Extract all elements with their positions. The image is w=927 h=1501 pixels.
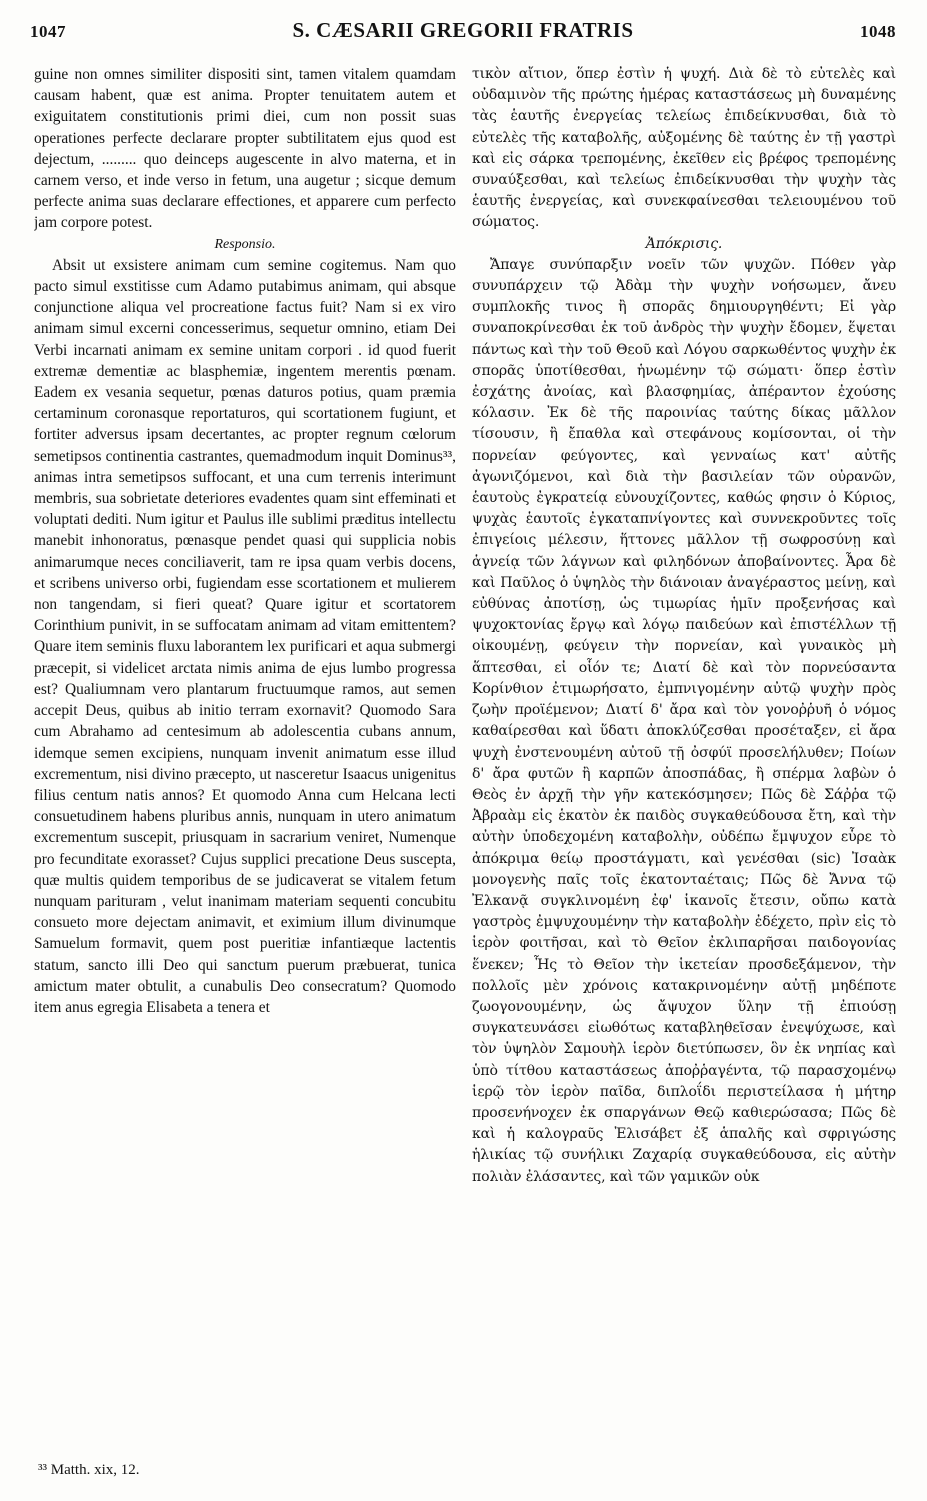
page-number-left: 1047	[30, 22, 66, 41]
greek-heading-apokrisis: Ἀπόκρισις.	[645, 235, 723, 252]
latin-paragraph-1: guine non omnes similiter dispositi sint, tamen vitalem quamdam causam habent, quæ est anima. Propter tenuitatem autem et exiguitatem constitutionis primi diei, cum non possit suas operationes perfecte declarare propter subtilitatem ejus quod est dejectum, ......... quo deinceps augescente in alvo materna, et in carnem verso, et inde verso in fetum, una augetur ; sicque demum perfecte anima suas declarare effectiones, et apparere cum perfecto jam corpore potest.	[34, 66, 456, 232]
greek-column	[472, 64, 896, 1444]
latin-paragraph-2: Absit ut exsistere animam cum semine cogitemus. Nam quo pacto simul exstitisse cum Adamo putabimus animam, qui absque conjunctione aliqua vel procreatione factus fuit? Nam si ex viro animam simul excerni concesserimus, sequetur omnino, etiam Dei Verbi incarnati animam ex semine unitam corpori . id quod fuerit extremæ dementiæ ac blasphemiæ, ingentem merentis pœnam. Eadem ex vesania sequetur, pœnas daturos potius, quam præmia certaminum coronasque reportaturos, qui scortationem fugiunt, et fortiter adversus ipsam decertantes, ac propter regnum cœlorum semetipsos continentia castrantes, quemadmodum inquit Dominus³³, animas intra semetipsos suffocant, et una cum terrenis interimunt membris, sua sobrietate deteriores evadentes quam sint effeminati et voluptati dediti. Num igitur et Paulus ille sublimi præditus intellectu manebit inhonoratus, pœnasque pendet quasi qui supplicia nobis animarumque neces conciliaverit, tam re ipsa quam verbis docens, et scribens universo orbi, fugiendam esse scortationem et mulierem non tangendam, si fieri queat? Quare igitur et scortatorem Corinthium punivit, in se suffocatam animam ad vitam emittentem? Quare item seminis fluxu laborantem lex purificari et aqua submergi præcepit, si videlicet arctata nimis anima de ejus lumbo progressa est? Qualiumnam vero plantarum fructuumque ramos, aut semen accepit Deus, quibus ab initio terram exornavit? Quomodo Sara cum Abrahamo ad centesimum ab adolescentia cubans annum, idemque semen excipiens, nunquam invenit animatum esse illud excrementum, nisi divino præcepto, ut nasceretur Isaacus unigenitus filius centum natis annos? Et quomodo Anna cum Helcana lecti consuetudinem habens pluribus annis, nunquam in utero animatum excrementum suscepit, priusquam in sacrarium veniret, Numenque pro fecunditate exorasset? Cujus supplici precatione Deus suscepta, quæ multis quidem temporibus de se judicaverat se vitalem fetum nunquam parituram , velut inanimam materiam sequenti concubitu consueto more dejectam animavit, et eximium illum divinumque Samuelum formavit, quem post pueritiæ infantiæque lactentis statum, sancto illi Deo qui sanctum puerum præbuerat, tunica amictum mater obtulit, a cunabulis Deo consecratum? Quomodo item anus egregia Elisabeta a tenera et	[34, 256, 456, 1016]
greek-paragraph-2: Ἄπαγε συνύπαρξιν νοεῖν τῶν ψυχῶν. Πόθεν γὰρ συνυπάρχειν τῷ Ἀδὰμ τὴν ψυχὴν νοήσωμεν, ἄνευ συμπλοκῆς τινος ἢ σπορᾶς δημιουργηθέντι; Εἰ γὰρ συναποκρίνεσθαι ἐκ τοῦ ἀνδρὸς τὴν ψυχὴν ἔδομεν, ἕψεται πάντως καὶ τὴν τοῦ Θεοῦ καὶ Λόγου σαρκωθέντος ψυχὴν ἐκ σπορᾶς ὑποτίθεσθαι, ἡνωμένην τῷ σώματι· ὅπερ ἐστὶν ἐσχάτης ἀνοίας, καὶ βλασφημίας, ἀπέραντον ἐχούσης κόλασιν. Ἐκ δὲ τῆς παροινίας ταύτης δίκας μᾶλλον τίσουσιν, ἢ ἔπαθλα καὶ στεφάνους κομίσονται, οἱ τὴν πορνείαν φεύγοντες, καὶ γενναίως κατ' αὐτῆς ἀγωνιζόμενοι, καὶ διὰ τὴν βασιλείαν τῶν οὐρανῶν, ἑαυτοὺς ἐγκρατείᾳ εὐνουχίζοντες, καθώς φησιν ὁ Κύριος, ψυχὰς ἑαυτοῖς ἐγκαταπνίγοντες καὶ συννεκροῦντες τοῖς ἐπιγείοις μέλεσιν, ἥττονες μᾶλλον τῇ σωφροσύνῃ καὶ ἁγνείᾳ τῶν λάγνων καὶ φιληδόνων ἀποβαίνοντες. Ἆρα δὲ καὶ Παῦλος ὁ ὑψηλὸς τὴν διάνοιαν ἀναγέραστος μείνῃ, καὶ εὐθύνας ἀποτίσῃ, ὡς τιμωρίας ἡμῖν προξενήσας καὶ ψυχοκτονίας ἔργῳ καὶ λόγῳ παιδεύων καὶ ἐπιστέλλων τῇ οἰκουμένῃ, φεύγειν τὴν πορνείαν, καὶ γυναικὸς μὴ ἅπτεσθαι, εἰ οἷόν τε; Διατί δὲ καὶ τὸν πορνεύσαντα Κορίνθιον ἐτιμωρήσατο, ἐμπνιγομένην αὐτῷ ψυχὴν πρὸς ζωὴν προϊέμενον; Διατί δ' ἄρα καὶ τὸν γονοῤῥυῆ ὁ νόμος καθαίρεσθαι καὶ ὕδατι ἀποκλύζεσθαι προσέταξεν, εἰ ἄρα ψυχὴ ἐνστενουμένη αὐτοῦ τῇ ὀσφύϊ προσελήλυθεν; Ποίων δ' ἄρα φυτῶν ἢ καρπῶν ἀποσπάδας, ἢ σπέρμα λαβὼν ὁ Θεὸς ἐν ἀρχῇ τὴν γῆν κατεκόσμησεν; Πῶς δὲ Σάῤῥα τῷ Ἀβραὰμ εἰς ἑκατὸν ἐκ παιδὸς συγκαθεύδουσα ἔτη, καὶ τὴν αὐτὴν ὑποδεχομένη καταβολὴν, οὐδέπω ἔμψυχον εὗρε τὸ ἀπόκριμα θείῳ προστάγματι, καὶ γενέσθαι (sic) Ἰσαὰκ μονογενὴς παῖς τοῖς ἑκατονταέταις; Πῶς δὲ Ἄννα τῷ Ἐλκανᾷ συγκλινομένη ἐφ' ἱκανοῖς ἔτεσιν, οὔπω κατὰ γαστρὸς ἐμψυχουμένην τὴν καταβολὴν ἐδέχετο, πρὶν εἰς τὸ ἱερὸν φοιτῆσαι, καὶ τὸ Θεῖον ἐκλιπαρῆσαι παιδογονίας ἕνεκεν; Ἧς τὸ Θεῖον τὴν ἱκετείαν προσδεξάμενον, τὴν πολλοῖς μὲν χρόνοις κατακρινομένην αὐτῇ μηδέποτε ζωογονουμένην, ὡς ἄψυχον ὕλην τῇ ἐπιούσῃ συγκατευνάσει εἰωθότως καταβληθεῖσαν ἐνεψύχωσε, καὶ τὸν ὑψηλὸν Σαμουὴλ ἱερὸν διετύπωσεν, ὃν ἐκ νηπίας καὶ ὑπὸ τίτθου καταστάσεως ἀποῤῥαγέντα, τῷ παρασχομένῳ ἱερῷ τὸν ἱερὸν παῖδα, διπλοΐδι περιστείλασα ἡ μήτηρ προσενήνοχεν ἐκ σπαργάνων Θεῷ καθιερώσασα; Πῶς δὲ καὶ ἡ καλογραῦς Ἐλισάβετ ἐξ ἁπαλῆς καὶ σφριγώσης ἡλικίας τῷ συνήλικι Ζαχαρίᾳ συγκαθεύδουσα, εἰς αὐτὴν πολιὰν ἐλάσαντες, καὶ τῶν γαμικῶν οὐκ	[472, 256, 896, 1185]
page-number-right: 1048	[860, 22, 896, 41]
footnote: ³³ Matth. xix, 12.	[38, 1462, 140, 1478]
greek-paragraph-1: τικὸν αἴτιον, ὅπερ ἐστὶν ἡ ψυχή. Διὰ δὲ τὸ εὐτελὲς καὶ οὐδαμινὸν τῆς πρώτης ἡμέρας καταστάσεως μὴ δυναμένης τὰς ἑαυτῆς ἐνεργείας τελείως ἐπιδείκνυσθαι, διὰ τὸ εὐτελὲς τῆς καταβολῆς, αὐξομένης δὲ ταύτης ἐν τῇ γαστρὶ καὶ εἰς σάρκα τρεπομένης, ἐκεῖθεν εἰς βρέφος τρεπομένης συναύξεσθαι, καὶ τελείως ἐπιδείκνυσθαι τὴν ψυχὴν τὰς ἑαυτῆς ἐνεργείας, καὶ συνεκφαίνεσθαι τελειουμένου τοῦ σώματος.	[472, 66, 896, 231]
running-header	[30, 14, 896, 48]
running-title: S. CÆSARII GREGORII FRATRIS	[292, 18, 634, 42]
latin-column	[34, 64, 456, 1444]
latin-heading-responsio: Responsio.	[214, 236, 276, 252]
